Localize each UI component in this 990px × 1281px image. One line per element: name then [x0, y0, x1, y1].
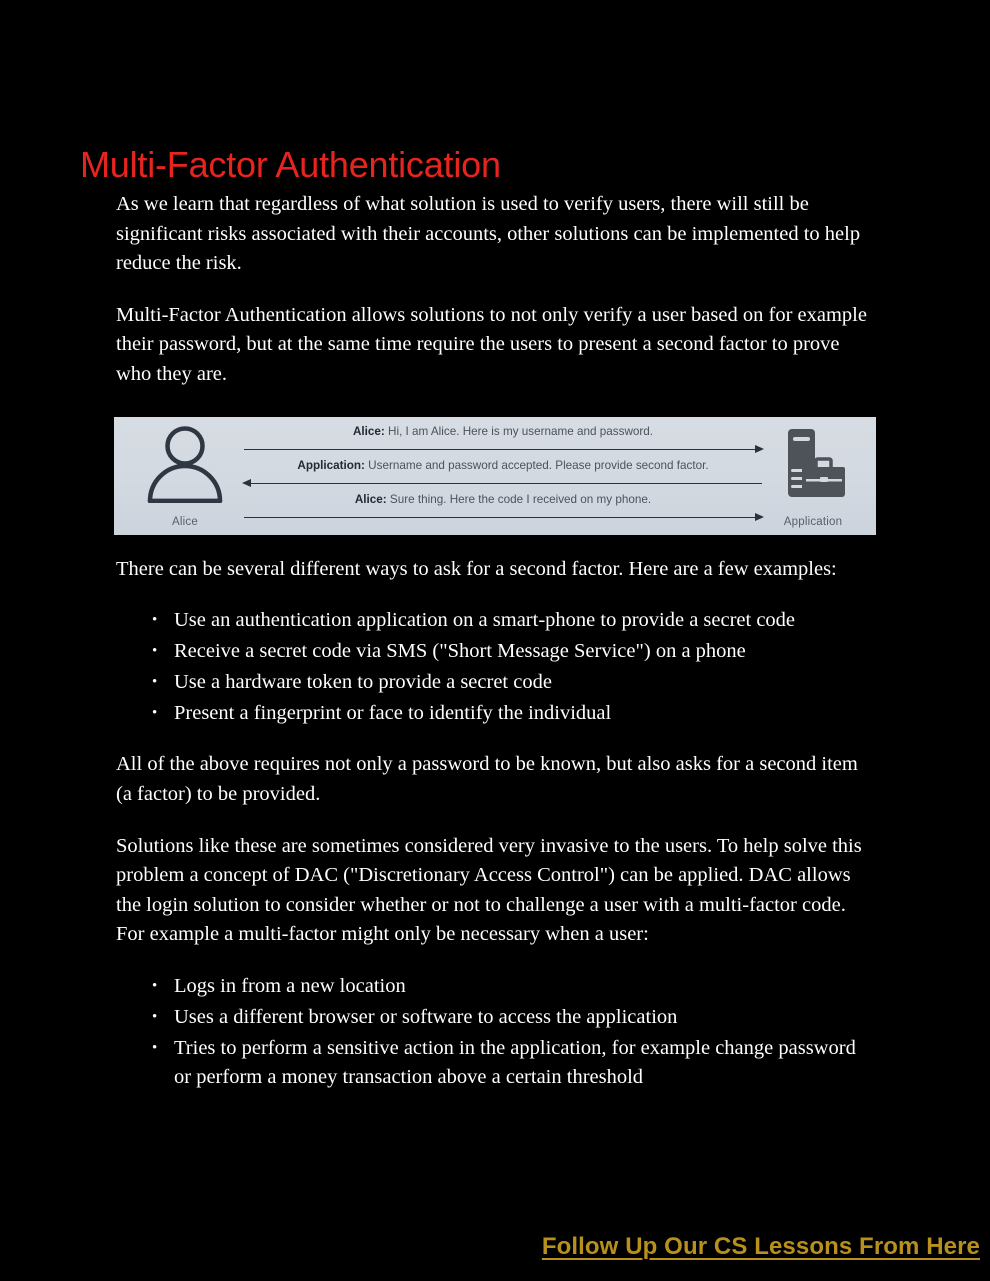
list-item: • Use a hardware token to provide a secret code — [116, 668, 878, 698]
paragraph-second-factor-intro: There can be several different ways to ask for a second factor. Here are a few examples: — [116, 557, 837, 580]
diagram-message-2 — [242, 459, 764, 493]
diagram-messages — [242, 423, 764, 531]
diagram-message-3-speaker: Alice: — [354, 493, 387, 506]
diagram-actor-application-label: Application — [783, 516, 843, 528]
diagram-message-1-body: Hi, I am Alice. Here is my username and password. — [384, 425, 654, 438]
diagram-message-2-text — [242, 459, 764, 472]
diagram-actor-alice-label: Alice — [172, 516, 198, 528]
diagram-message-3-body: Sure thing. Here the code I received on my phone. — [386, 493, 652, 506]
list-item: • Uses a different browser or software to access the application — [116, 1003, 878, 1033]
diagram-arrow-right-3 — [242, 513, 764, 523]
paragraph-mfa-definition: Multi-Factor Authentication allows solutions to not only verify a user based on for example their password, but at the same time require the users to present a second factor to prove who they are. — [116, 303, 867, 385]
diagram-message-3-text — [242, 493, 764, 506]
diagram-actor-alice — [130, 421, 240, 531]
list-second-factor-examples — [116, 606, 878, 728]
server-toolbox-icon — [775, 427, 851, 510]
diagram-arrow-left-2 — [242, 479, 764, 489]
diagram-message-1-speaker: Alice: — [352, 425, 385, 438]
paragraph-intro: As we learn that regardless of what solution is used to verify users, there will still be significant risks associated with their accounts, other solutions can be implemented to help reduce the risk. — [116, 193, 861, 275]
diagram-message-2-body: Username and password accepted. Please provide second factor. — [364, 459, 709, 472]
diagram-message-1-text — [242, 425, 764, 438]
paragraph-summary: All of the above requires not only a password to be known, but also asks for a second item (a factor) to be provided. — [116, 753, 858, 805]
diagram-arrow-right-1 — [242, 445, 764, 455]
mfa-sequence-diagram — [114, 417, 876, 535]
list-dac-triggers — [116, 972, 878, 1093]
list-item: • Present a fingerprint or face to identify the individual — [116, 699, 878, 729]
list-item: • Receive a secret code via SMS ("Short Message Service") on a phone — [116, 637, 878, 667]
diagram-message-1 — [242, 425, 764, 459]
diagram-message-3 — [242, 493, 764, 527]
list-item: • Logs in from a new location — [116, 972, 878, 1002]
document-body — [116, 190, 878, 1115]
paragraph-dac: Solutions like these are sometimes considered very invasive to the users. To help solve this problem a concept of DAC ("Discretionary Access Control") can be applied. DAC allows the login solution to consider whether or not to challenge a user with a multi-factor code. For example a multi-factor might only be necessary when a user: — [116, 834, 862, 946]
person-icon — [144, 425, 226, 508]
footer-cs-lessons-link[interactable]: Follow Up Our CS Lessons From Here — [541, 1233, 980, 1260]
list-item: • Use an authentication application on a smart-phone to provide a secret code — [116, 606, 878, 636]
diagram-message-2-speaker: Application: — [297, 459, 365, 472]
list-item: • Tries to perform a sensitive action in the application, for example change password or perform a money transaction above a certain threshold — [116, 1034, 878, 1094]
diagram-actor-application — [758, 421, 868, 531]
page-title: Multi-Factor Authentication — [80, 144, 501, 186]
